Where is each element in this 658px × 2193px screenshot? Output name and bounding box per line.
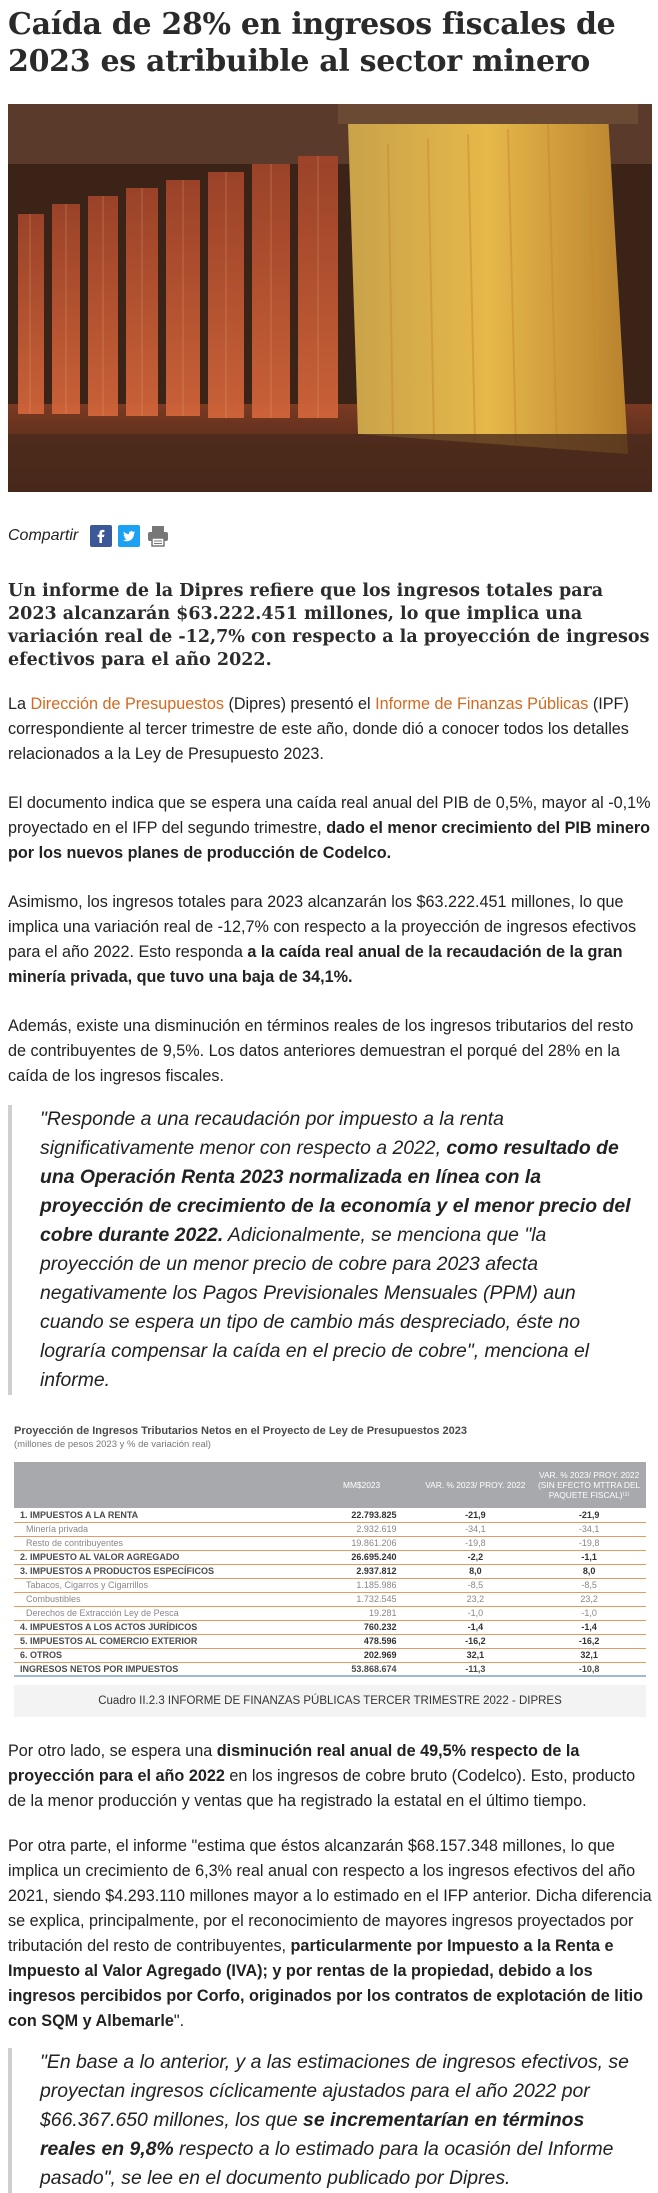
table-row: [14, 1634, 646, 1648]
table-row: [14, 1592, 646, 1606]
facebook-icon[interactable]: [90, 525, 112, 547]
row-var-2: -21,9: [532, 1508, 646, 1522]
row-var-2: -8,5: [532, 1578, 646, 1592]
table-row: [14, 1522, 646, 1536]
row-label: 1. IMPUESTOS A LA RENTA: [14, 1508, 305, 1522]
row-var-1: -11,3: [418, 1662, 532, 1676]
print-icon[interactable]: [146, 525, 168, 547]
paragraph-4: Además, existe una disminución en términos reales de los ingresos tributarios del resto de contribuyentes de 9,5%. Los datos anteriores demuestran el porqué del 28% en la caída de los ingresos fiscales.: [8, 1017, 634, 1085]
table-row: [14, 1508, 646, 1522]
p1-text-c: (IPF) correspondiente al tercer trimestre de este año, donde dió a conocer todos los detalles relacionados a la Ley de Presupuesto 2023.: [8, 695, 629, 763]
row-var-2: -1,1: [532, 1550, 646, 1564]
row-label: Tabacos, Cigarros y Cigarrillos: [14, 1578, 305, 1592]
p5-text-b: en los ingresos de cobre bruto (Codelco). Esto, producto de la menor producción y ventas que ha registrado la estatal en el último tiempo.: [8, 1767, 636, 1810]
row-amount: 1.732.545: [305, 1592, 419, 1606]
row-amount: 22.793.825: [305, 1508, 419, 1522]
row-amount: 202.969: [305, 1648, 419, 1662]
row-var-1: -34,1: [418, 1522, 532, 1536]
row-amount: 2.932.619: [305, 1522, 419, 1536]
paragraph-5: [8, 1739, 652, 1814]
table-body: [14, 1508, 646, 1676]
row-var-2: -16,2: [532, 1634, 646, 1648]
row-var-2: -1,4: [532, 1620, 646, 1634]
row-var-1: 23,2: [418, 1592, 532, 1606]
row-amount: 26.695.240: [305, 1550, 419, 1564]
row-var-1: -19,8: [418, 1536, 532, 1550]
table-row: [14, 1662, 646, 1676]
row-var-1: -1,4: [418, 1620, 532, 1634]
table-row: [14, 1606, 646, 1620]
table-row: [14, 1620, 646, 1634]
quote-1: [8, 1105, 652, 1395]
row-amount: 19.281: [305, 1606, 419, 1620]
paragraph-6: [8, 1834, 652, 2034]
p5-bold: disminución real anual de 49,5% respecto de la proyección para el año 2022: [8, 1742, 580, 1785]
dipres-link[interactable]: Dirección de Presupuestos: [30, 695, 224, 713]
table-row: [14, 1564, 646, 1578]
table-header-label: [14, 1462, 305, 1508]
quote-2: [8, 2048, 652, 2193]
row-label: 4. IMPUESTOS A LOS ACTOS JURÍDICOS: [14, 1620, 305, 1634]
table-header-var2: VAR. % 2023/ PROY. 2022 (SIN EFECTO MTTRA DEL PAQUETE FISCAL)⁽¹⁾: [532, 1462, 646, 1508]
paragraph-2: [8, 791, 652, 866]
row-amount: 53.868.674: [305, 1662, 419, 1676]
p2-text: El documento indica que se espera una caída real anual del PIB de 0,5%, mayor al -0,1% proyectado en el IFP del segundo trimestre,: [8, 794, 651, 837]
row-label: Minería privada: [14, 1522, 305, 1536]
row-var-2: 8,0: [532, 1564, 646, 1578]
row-var-2: 23,2: [532, 1592, 646, 1606]
twitter-icon[interactable]: [118, 525, 140, 547]
table-subtitle: (millones de pesos 2023 y % de variación real): [14, 1439, 211, 1450]
quote2-bold: se incrementarían en términos reales en 9,8%: [40, 2109, 585, 2160]
paragraph-1: [8, 692, 652, 767]
copper-cathodes-photo: [8, 104, 652, 492]
row-var-1: 32,1: [418, 1648, 532, 1662]
row-amount: 2.937.812: [305, 1564, 419, 1578]
row-amount: 478.596: [305, 1634, 419, 1648]
quote1-text-a: "Responde a una recaudación por impuesto a la renta significativamente menor con respecto a 2022,: [40, 1108, 504, 1159]
row-var-2: -19,8: [532, 1536, 646, 1550]
table-title: Proyección de Ingresos Tributarios Netos en el Proyecto de Ley de Presupuestos 2023: [14, 1425, 467, 1437]
table-row: [14, 1648, 646, 1662]
row-label: 5. IMPUESTOS AL COMERCIO EXTERIOR: [14, 1634, 305, 1648]
table-row: [14, 1578, 646, 1592]
table-header-var1: VAR. % 2023/ PROY. 2022: [418, 1462, 532, 1508]
row-var-1: -1,0: [418, 1606, 532, 1620]
p2-bold: dado el menor crecimiento del PIB minero por los nuevos planes de producción de Codelco.: [8, 819, 651, 862]
row-amount: 19.861.206: [305, 1536, 419, 1550]
p6-bold: particularmente por Impuesto a la Renta e Impuesto al Valor Agregado (IVA); y por rentas de la propiedad, debido a los ingresos percibidos por Corfo, originados por los contratos de explotación de litio con SQM y Albemarle: [8, 1937, 643, 2030]
row-label: 3. IMPUESTOS A PRODUCTOS ESPECÍFICOS: [14, 1564, 305, 1578]
row-var-1: -2,2: [418, 1550, 532, 1564]
p3-bold: a la caída real anual de la recaudación de la gran minería privada, que tuvo una baja de 34,1%.: [8, 943, 623, 986]
row-var-1: -8,5: [418, 1578, 532, 1592]
row-var-2: -1,0: [532, 1606, 646, 1620]
row-amount: 760.232: [305, 1620, 419, 1634]
table-row: [14, 1536, 646, 1550]
article-title: Caída de 28% en ingresos fiscales de 2023 es atribuible al sector minero: [8, 7, 616, 79]
table-header-mm: MM$2023: [305, 1462, 419, 1508]
row-label: Resto de contribuyentes: [14, 1536, 305, 1550]
article-lead: Un informe de la Dipres refiere que los ingresos totales para 2023 alcanzarán $63.222.451 millones, lo que implica una variación real de -12,7% con respecto a la proyección de ingresos efectivos para el año 2022.: [8, 581, 650, 670]
quote2-text-b: respecto a lo estimado para la ocasión del Informe pasado", se lee en el documento publicado por Dipres.: [40, 2138, 614, 2189]
p3-text: Asimismo, los ingresos totales para 2023 alcanzarán los $63.222.451 millones, lo que implica una variación real de -12,7% con respecto a la proyección de ingresos efectivos para el año 2022. Esto responda: [8, 893, 637, 961]
tax-table-figure: [8, 1425, 652, 1717]
quote1-bold: como resultado de una Operación Renta 2023 normalizada en línea con la proyección de crecimiento de la economía y el menor precio del cobre durante 2022.: [40, 1137, 631, 1246]
row-label: 2. IMPUESTO AL VALOR AGREGADO: [14, 1550, 305, 1564]
p6-text-a: Por otra parte, el informe "estima que éstos alcanzarán $68.157.348 millones, lo que implica un crecimiento de 6,3% real anual con respecto a los ingresos efectivos del año 2021, siendo $4.293.110 millones mayor a lo estimado en el IFP anterior. Dicha diferencia se explica, principalmente, por el reconocimiento de mayores ingresos proyectados por tributación del resto de contribuyentes,: [8, 1837, 652, 1955]
p1-text-a: La: [8, 695, 31, 713]
row-var-2: 32,1: [532, 1648, 646, 1662]
row-amount: 1.185.986: [305, 1578, 419, 1592]
quote1-text-b: Adicionalmente, se menciona que "la proyección de un menor precio de cobre para 2023 afecta negativamente los Pagos Previsionales Mensuales (PPM) aun cuando se espera un tipo de cambio más despreciado, éste no lograría compensar la caída en el precio de cobre", menciona el informe.: [40, 1224, 590, 1391]
quote2-text-a: "En base a lo anterior, y a las estimaciones de ingresos efectivos, se proyectan ingresos cíclicamente ajustados para el año 2022 por $66.367.650 millones, los que: [40, 2051, 629, 2131]
row-var-1: -21,9: [418, 1508, 532, 1522]
table-caption: Cuadro II.2.3 INFORME DE FINANZAS PÚBLICAS TERCER TRIMESTRE 2022 - DIPRES: [14, 1685, 646, 1717]
paragraph-3: [8, 890, 652, 990]
share-label: Compartir: [8, 527, 79, 544]
p1-text-b: (Dipres) presentó el: [223, 695, 376, 713]
row-label: Derechos de Extracción Ley de Pesca: [14, 1606, 305, 1620]
table-row: [14, 1550, 646, 1564]
hero-image: [8, 104, 652, 492]
share-bar: [8, 516, 652, 556]
row-label: Combustibles: [14, 1592, 305, 1606]
row-var-1: 8,0: [418, 1564, 532, 1578]
row-var-2: -10,8: [532, 1662, 646, 1676]
row-var-2: -34,1: [532, 1522, 646, 1536]
row-var-1: -16,2: [418, 1634, 532, 1648]
row-label: 6. OTROS: [14, 1648, 305, 1662]
tax-revenue-table: [14, 1462, 646, 1677]
p6-text-b: ".: [173, 2012, 185, 2030]
ipf-link[interactable]: Informe de Finanzas Públicas: [375, 695, 589, 713]
row-label: INGRESOS NETOS POR IMPUESTOS: [14, 1662, 305, 1676]
p5-text-a: Por otro lado, se espera una: [8, 1742, 217, 1760]
